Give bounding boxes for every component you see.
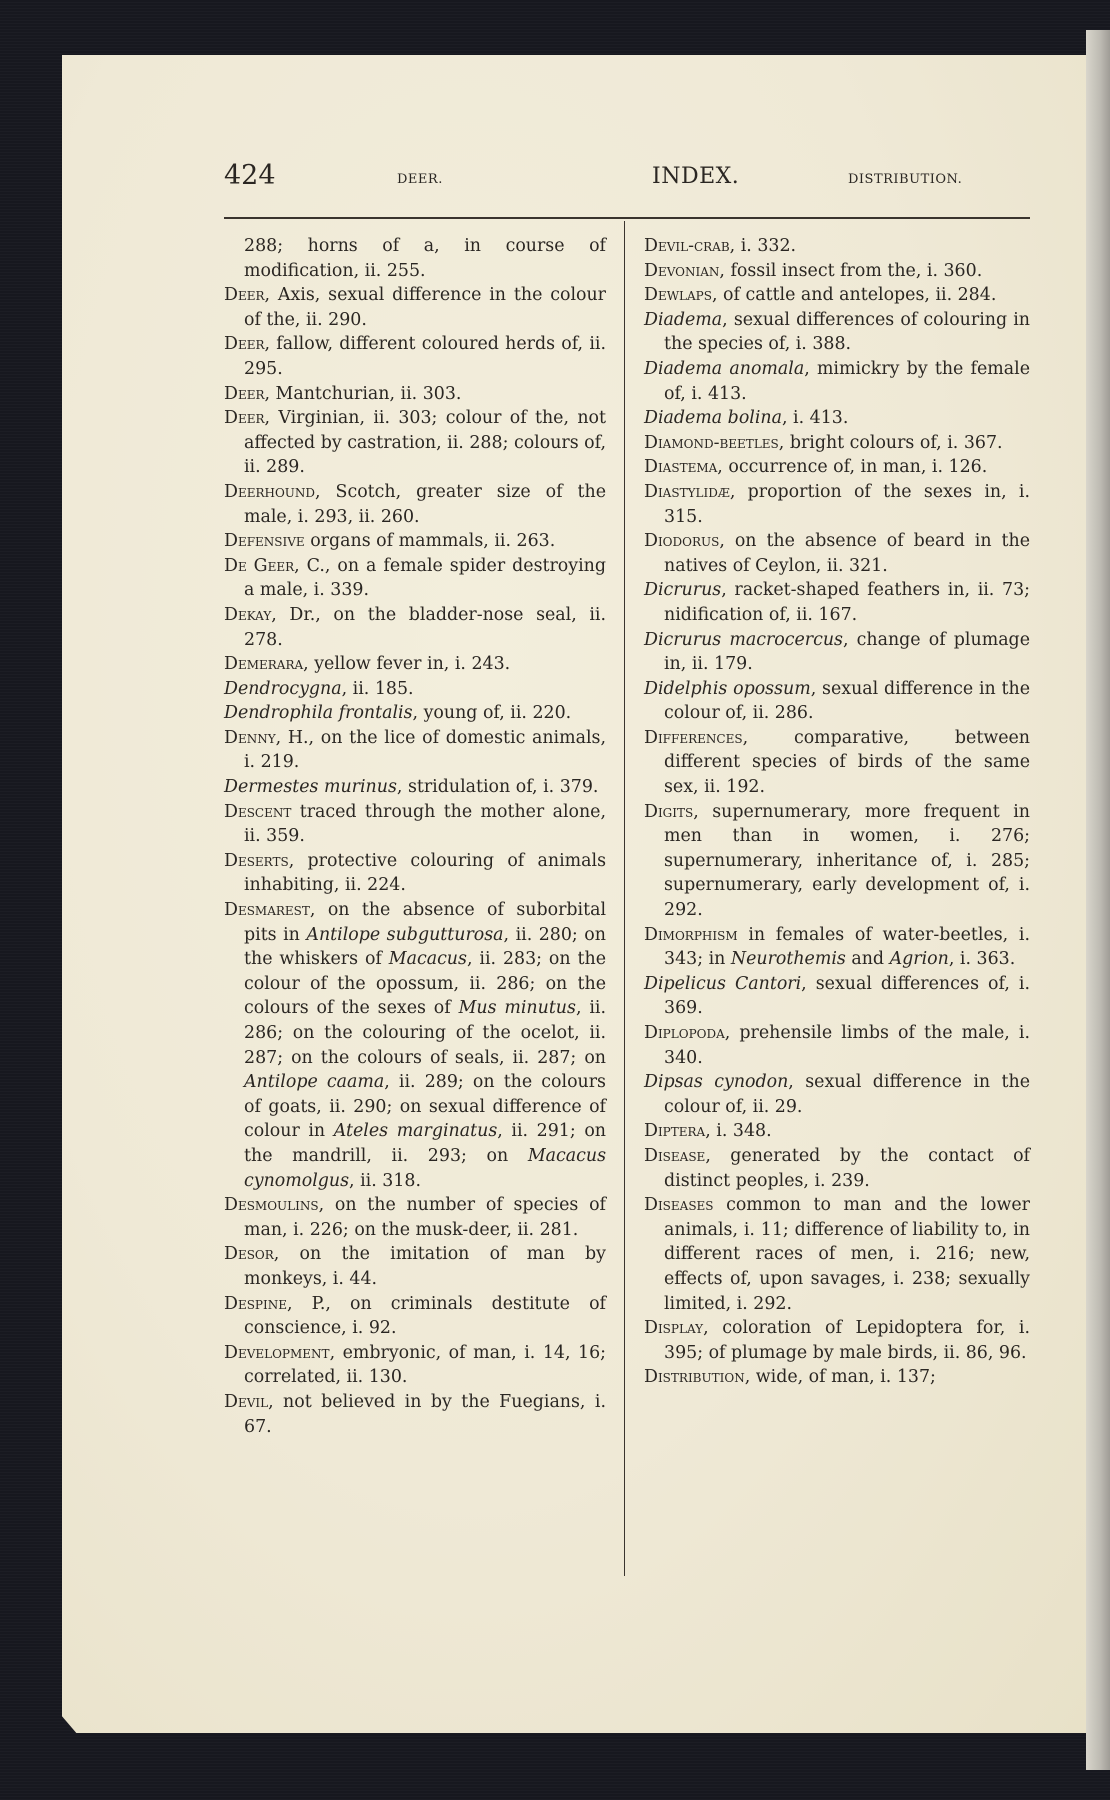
index-entry	[644, 628, 1030, 677]
index-entry	[644, 1193, 1030, 1316]
index-entry	[644, 357, 1030, 406]
entry-text: , sexual difference in the colour of, ii. 286.	[664, 678, 1030, 724]
entry-headword: Dimorphism	[644, 924, 738, 945]
index-entry	[644, 455, 1030, 480]
index-entry	[224, 849, 606, 898]
index-entry	[644, 1144, 1030, 1193]
entry-text: , H., on the lice of domestic animals, i. 219.	[244, 727, 606, 773]
entry-headword: Diodorus	[644, 531, 720, 552]
entry-text: , ii. 318.	[349, 1170, 421, 1191]
entry-italic-term: Antilope caama	[244, 1072, 385, 1093]
entry-headword: Desmarest	[224, 900, 310, 921]
entry-headword: Digits	[644, 801, 694, 822]
index-entry	[644, 283, 1030, 308]
entry-text: , C., on a female spider destroying a male, i. 339.	[244, 555, 606, 601]
index-column-right	[644, 234, 1030, 1390]
entry-text: common to man and the lower animals, i. 11; difference of liability to, in different races of men, i. 216; new, effects of, upon savages, i. 238; sexually limited, i. 292.	[664, 1195, 1030, 1314]
entry-text: , proportion of the sexes in, i. 315.	[664, 481, 1030, 527]
index-entry	[644, 259, 1030, 284]
entry-text: , supernumerary, more frequent in men than in women, i. 276; supernumerary, inheritance of, i. 285; supernumerary, early development of, i. 292.	[664, 801, 1030, 921]
entry-headword: Diplopoda	[644, 1023, 725, 1043]
entry-headword: Desor	[224, 1244, 274, 1265]
entry-italic-term: Dicrurus	[644, 580, 722, 601]
entry-text: , on the number of species of man, i. 226; on the musk-deer, ii. 281.	[244, 1195, 606, 1240]
entry-text: , yellow fever in, i. 243.	[303, 654, 511, 675]
entry-headword: Desmoulins	[224, 1195, 319, 1216]
index-entry	[644, 800, 1030, 923]
entry-headword: Differences	[644, 727, 743, 748]
column-divider	[624, 221, 625, 1576]
entry-headword: Diastylidæ	[644, 481, 730, 502]
entry-text: and	[845, 949, 890, 970]
index-entry	[644, 308, 1030, 357]
index-entry	[224, 1193, 606, 1242]
entry-italic-term: Dermestes murinus	[224, 777, 397, 798]
index-entry	[644, 923, 1030, 972]
entry-headword: Distribution	[644, 1367, 745, 1388]
entry-text: , Scotch, greater size of the male, i. 293, ii. 260.	[244, 481, 606, 527]
index-entry	[224, 652, 606, 677]
entry-headword: Devonian	[644, 260, 720, 281]
index-entry-continuation	[224, 234, 606, 283]
entry-headword: Disease	[644, 1145, 706, 1166]
index-entry	[644, 529, 1030, 578]
entry-text: , on the imitation of man by monkeys, i. 44.	[244, 1244, 606, 1289]
entry-text: , i. 332.	[729, 236, 797, 256]
page-number: 424	[224, 160, 276, 191]
entry-headword: Dekay	[224, 604, 272, 625]
entry-italic-term: Diadema anomala	[644, 358, 805, 379]
entry-text: , prehensile limbs of the male, i. 340.	[664, 1023, 1030, 1068]
entry-italic-term: Agrion	[889, 949, 949, 970]
index-entry	[644, 1119, 1030, 1144]
entry-headword: Dewlaps	[644, 285, 712, 306]
entry-text: , fallow, different coloured herds of, ii. 295.	[244, 334, 606, 379]
left-catchword: DEER.	[397, 172, 443, 187]
entry-italic-term: Neurothemis	[730, 949, 846, 970]
entry-headword: Despine	[224, 1293, 287, 1314]
index-entry	[224, 406, 606, 480]
entry-italic-term: Dendrophila frontalis	[224, 703, 413, 724]
entry-headword: Defensive	[224, 531, 305, 552]
entry-text: , racket-shaped feathers in, ii. 73; nidification of, ii. 167.	[664, 580, 1030, 625]
entry-text: , mimickry by the female of, i. 413.	[664, 358, 1030, 404]
index-entry	[644, 677, 1030, 726]
index-entry	[224, 529, 606, 554]
entry-text: , on the absence of beard in the natives of Ceylon, ii. 321.	[664, 531, 1030, 576]
entry-text: traced through the mother alone, ii. 359.	[244, 801, 606, 847]
index-entry	[644, 1316, 1030, 1365]
index-title: INDEX.	[652, 164, 740, 189]
entry-italic-term: Macacus cynomolgus	[244, 1145, 606, 1191]
entry-headword: Diptera	[644, 1121, 706, 1142]
entry-italic-term: Diadema	[644, 309, 723, 330]
index-entry	[224, 1292, 606, 1341]
index-entry	[224, 726, 606, 775]
entry-italic-term: Macacus	[388, 949, 467, 970]
entry-text: organs of mammals, ii. 263.	[304, 531, 556, 552]
entry-text: , stridulation of, i. 379.	[396, 777, 599, 798]
entry-headword: Demerara	[224, 654, 304, 675]
entry-italic-term: Dipelicus Cantori	[644, 973, 802, 994]
entry-headword: Deer	[224, 408, 265, 429]
entry-italic-term: Antilope subgutturosa	[306, 924, 504, 945]
index-entry	[224, 775, 606, 800]
entry-headword: Deer	[224, 334, 265, 355]
entry-text: , ii. 280; on the whiskers of	[244, 924, 606, 970]
entry-headword: Descent	[224, 801, 292, 822]
entry-text: 288; horns of a, in course of modification, ii. 255.	[244, 236, 606, 281]
entry-text: , Mantchurian, ii. 303.	[264, 383, 462, 404]
entry-italic-term: Dendrocygna	[224, 678, 342, 699]
index-entry	[644, 1021, 1030, 1070]
header-rule	[224, 217, 1030, 219]
entry-text: , of cattle and antelopes, ii. 284.	[711, 285, 997, 306]
index-entry	[224, 800, 606, 849]
entry-text: , Virginian, ii. 303; colour of the, not affected by castration, ii. 288; colours of, ii. 289.	[244, 408, 606, 478]
entry-text: , embryonic, of man, i. 14, 16; correlated, ii. 130.	[244, 1342, 606, 1388]
entry-text: , i. 363.	[948, 949, 1016, 970]
index-column-left	[224, 234, 606, 1439]
entry-text: , not believed in by the Fuegians, i. 67.	[244, 1391, 606, 1437]
entry-text: , i. 348.	[705, 1121, 772, 1142]
entry-text: in females of water-beetles, i. 343; in	[664, 924, 1030, 970]
entry-text: , coloration of Lepidoptera for, i. 395; of plumage by male birds, ii. 86, 96.	[664, 1318, 1030, 1363]
right-catchword: DISTRIBUTION.	[848, 172, 963, 187]
entry-text: , protective colouring of animals inhabiting, ii. 224.	[244, 850, 606, 896]
entry-text: , ii. 286; on the colouring of the ocelot, ii. 287; on the colours of seals, ii. 287; on	[244, 998, 606, 1068]
entry-text: , ii. 291; on the mandrill, ii. 293; on	[244, 1121, 607, 1166]
index-entry	[644, 406, 1030, 431]
index-entry	[224, 1390, 606, 1439]
entry-headword: Deserts	[224, 850, 289, 871]
entry-headword: Deerhound	[224, 481, 316, 502]
entry-text: , change of plumage in, ii. 179.	[664, 629, 1030, 675]
entry-headword: Diastema	[644, 457, 718, 478]
entry-headword: Diamond-beetles	[644, 432, 779, 453]
entry-headword: Development	[224, 1342, 330, 1363]
entry-text: , sexual differences of, i. 369.	[664, 973, 1030, 1019]
entry-text: , Axis, sexual difference in the colour of the, ii. 290.	[244, 285, 606, 330]
entry-italic-term: Dipsas cynodon	[644, 1072, 789, 1093]
entry-text: , P., on criminals destitute of conscience, i. 92.	[244, 1293, 606, 1339]
entry-text: , young of, ii. 220.	[412, 703, 572, 724]
index-entry	[224, 283, 606, 332]
index-entry	[224, 382, 606, 407]
entry-text: , occurrence of, in man, i. 126.	[717, 457, 988, 478]
entry-text: , ii. 185.	[341, 678, 414, 699]
entry-italic-term: Ateles marginatus	[333, 1121, 498, 1142]
index-entry	[644, 1070, 1030, 1119]
index-entry	[644, 726, 1030, 800]
entry-headword: Deer	[224, 383, 265, 404]
index-entry	[224, 480, 606, 529]
entry-headword: De Geer	[224, 555, 295, 576]
entry-italic-term: Didelphis opossum	[644, 678, 811, 699]
entry-text: , generated by the contact of distinct peoples, i. 239.	[664, 1145, 1030, 1191]
entry-text: , ii. 283; on the colour of the opossum, ii. 286; on the colours of the sexes of	[244, 949, 606, 1019]
index-entry	[644, 431, 1030, 456]
entry-italic-term: Diadema bolina	[644, 408, 782, 429]
index-entry	[224, 1242, 606, 1291]
running-head	[132, 160, 963, 200]
entry-text: , i. 413.	[781, 408, 849, 429]
index-entry	[644, 972, 1030, 1021]
entry-headword: Diseases	[644, 1195, 714, 1216]
adjacent-page-edge	[1086, 30, 1110, 1770]
entry-text: , Dr., on the bladder-nose seal, ii. 278.	[244, 604, 606, 650]
index-entry	[644, 234, 1030, 259]
entry-text: , ii. 289; on the colours of goats, ii. 290; on sexual difference of colour in	[244, 1072, 606, 1142]
entry-text: , sexual differences of colouring in the species of, i. 388.	[664, 309, 1030, 355]
index-entry	[224, 898, 606, 1193]
entry-headword: Devil	[224, 1391, 269, 1412]
index-entry	[224, 603, 606, 652]
entry-text: , bright colours of, i. 367.	[778, 432, 1003, 453]
index-entry	[224, 1341, 606, 1390]
entry-headword: Deer	[224, 285, 265, 306]
entry-text: , sexual difference in the colour of, ii. 29.	[664, 1072, 1030, 1117]
entry-headword: Devil-crab	[644, 236, 730, 256]
entry-italic-term: Mus minutus	[458, 998, 576, 1019]
index-entry	[644, 480, 1030, 529]
entry-italic-term: Dicrurus macrocercus	[644, 629, 843, 650]
index-entry	[644, 1365, 1030, 1390]
index-entry	[224, 701, 606, 726]
entry-headword: Display	[644, 1318, 704, 1339]
index-entry	[224, 554, 606, 603]
index-entry	[224, 677, 606, 702]
index-entry	[644, 578, 1030, 627]
entry-headword: Denny	[224, 727, 276, 748]
entry-text: , on the absence of suborbital pits in	[244, 900, 606, 945]
index-entry	[224, 332, 606, 381]
entry-text: , wide, of man, i. 137;	[744, 1367, 936, 1388]
entry-text: , fossil insect from the, i. 360.	[719, 260, 983, 281]
entry-text: , comparative, between different species of birds of the same sex, ii. 192.	[664, 727, 1030, 798]
